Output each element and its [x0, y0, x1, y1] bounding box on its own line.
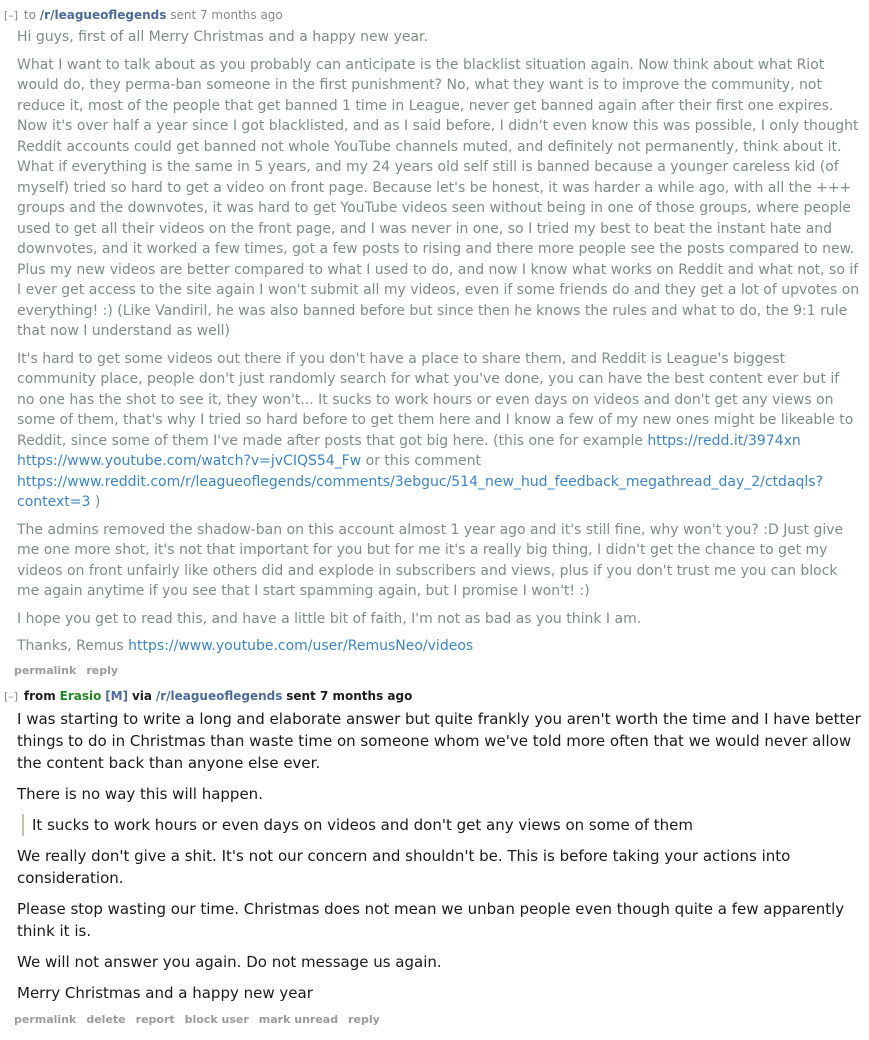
permalink-link[interactable]: permalink — [14, 1012, 77, 1026]
collapse-toggle[interactable]: [–] — [4, 9, 19, 22]
action-item — [348, 1013, 380, 1026]
sent-message-actions — [14, 664, 861, 677]
action-item — [86, 1013, 125, 1026]
message-paragraph: Please stop wasting our time. Christmas does not mean we unban people even though quite a few apparently think it is. — [17, 899, 845, 940]
message-paragraph: The admins removed the shadow-ban on this account almost 1 year ago and it's still fine, why won't you? :D Just give me one more shot, it's not that important for you but for me it's a really big thing, I didn't get the chance to get my videos on front unfairly like others did and explode in subscribers and views, plus if you don't trust me you can block me again anytime if you see that I start spamming again, but I promise I won't! :) — [17, 521, 844, 599]
action-item — [14, 664, 76, 677]
quoted-text: It sucks to work hours or even days on videos and don't get any views on some of them — [22, 814, 861, 836]
sent-time: sent 7 months ago — [170, 8, 283, 22]
message-paragraph: Merry Christmas and a happy new year — [17, 983, 313, 1002]
action-item — [136, 1013, 175, 1026]
action-item — [259, 1013, 338, 1026]
block-user-link[interactable]: block user — [184, 1012, 249, 1026]
via-label: via — [131, 688, 152, 703]
sent-time: sent 7 months ago — [286, 688, 413, 703]
delete-link[interactable]: delete — [86, 1012, 126, 1026]
subreddit-link[interactable]: /r/leagueoflegends — [39, 8, 167, 22]
direction-label: to — [23, 8, 36, 22]
report-link[interactable]: report — [135, 1012, 175, 1026]
direction-label: from — [23, 688, 56, 703]
message-paragraph: What I want to talk about as you probably can anticipate is the blacklist situation again. Now think about what Riot would do, they perma-ban someone in the first punishment? No, what they want is to improve the community, not reduce it, most of the people that get banned 1 time in League, never get banned again after their first one expires. Now it's over half a year since I got blacklisted, and as I said before, I didn't even know this was possible, I only thought Reddit accounts could get banned not whole YouTube channels muted, and definitely not permanently, think about it. What if everything is the same in 5 years, and my 24 years old self still is banned because a younger careless kid (of myself) tried so hard to get a video on front page. Because let's be honest, it was harder a while ago, with all the +++ groups and the downvotes, it was hard to get YouTube videos seen without being in one of those groups, where people used to get all their videos on the front page, and I was never in one, so I tried my best to beat the instant hate and downvotes, and it worked a few times, got a few posts to rising and there more people see the posts compared to new. Plus my new videos are better compared to what I used to do, and now I know what works on Reddit and what not, so if I ever get access to the site again I won't submit all my videos, even if some friends do and they get a lot of upvotes on everything! :) (Like Vandiril, he was also banned before but since then he knows the rules and what to do, the 9:1 rule that now I understand as well) — [17, 56, 860, 339]
message-paragraph: I hope you get to read this, and have a little bit of faith, I'm not as bad as you think I am. — [17, 610, 642, 627]
reply-message-header — [4, 689, 861, 703]
moderator-badge: [M] — [105, 688, 129, 703]
reply-message-body — [17, 708, 861, 1004]
permalink-link[interactable]: permalink — [14, 663, 77, 677]
message-paragraph: It's hard to get some videos out there if you don't have a place to share them, and Reddit is League's biggest community place, people don't just randomly search for what you've done, you can have the best content ever but if no one has the shot to see it, they won't... It sucks to work hours or even days on videos and don't get any views on some of them, that's why I tried so hard before to get them here and I know a few of my new ones might be likeable to Reddit, since some of them I've made after posts that got big here. (this one for example https://redd.it/3974xn https://www.youtube.com/watch?v=jvCIQS54_Fw or this comment https://www.reddit.com/r/leagueoflegends/comments/3ebguc/514_new_hud_feedback_megathread_day_2/ctdaqls?context=3 ) — [17, 350, 854, 510]
action-item — [14, 1013, 76, 1026]
action-item — [185, 1013, 249, 1026]
mark-unread-link[interactable]: mark unread — [258, 1012, 339, 1026]
sent-message-header — [4, 8, 861, 22]
inline-link[interactable]: https://www.youtube.com/user/RemusNeo/videos — [128, 638, 474, 654]
message-paragraph: There is no way this will happen. — [17, 784, 263, 803]
message-paragraph: We will not answer you again. Do not message us again. — [17, 952, 442, 971]
sent-message — [4, 8, 861, 677]
sent-message-body — [17, 27, 861, 657]
inline-link[interactable]: https://www.youtube.com/watch?v=jvCIQS54_Fw — [17, 453, 362, 469]
inline-link[interactable]: https://www.reddit.com/r/leagueoflegends/comments/3ebguc/514_new_hud_feedback_megathread_day_2/ctdaqls?context=3 — [17, 473, 824, 510]
reply-message — [4, 689, 861, 1026]
message-paragraph: We really don't give a shit. It's not our concern and shouldn't be. This is before taking your actions into consideration. — [17, 846, 791, 887]
author-link[interactable]: Erasio — [59, 688, 102, 703]
message-paragraph: Hi guys, first of all Merry Christmas and a happy new year. — [17, 29, 428, 45]
inline-link[interactable]: https://redd.it/3974xn — [647, 432, 801, 449]
message-paragraph: I was starting to write a long and elaborate answer but quite frankly you aren't worth the time and I have better things to do in Christmas than waste time on someone whom we've told more often that we would never allow the content back than anyone else ever. — [17, 709, 861, 772]
action-item — [86, 664, 118, 677]
reply-link[interactable]: reply — [348, 1012, 380, 1026]
subreddit-link[interactable]: /r/leagueoflegends — [155, 688, 283, 703]
collapse-toggle[interactable]: [–] — [4, 689, 19, 703]
reply-link[interactable]: reply — [86, 663, 119, 677]
message-paragraph: Thanks, Remus https://www.youtube.com/user/RemusNeo/videos — [17, 638, 474, 654]
reply-message-actions — [14, 1013, 861, 1026]
